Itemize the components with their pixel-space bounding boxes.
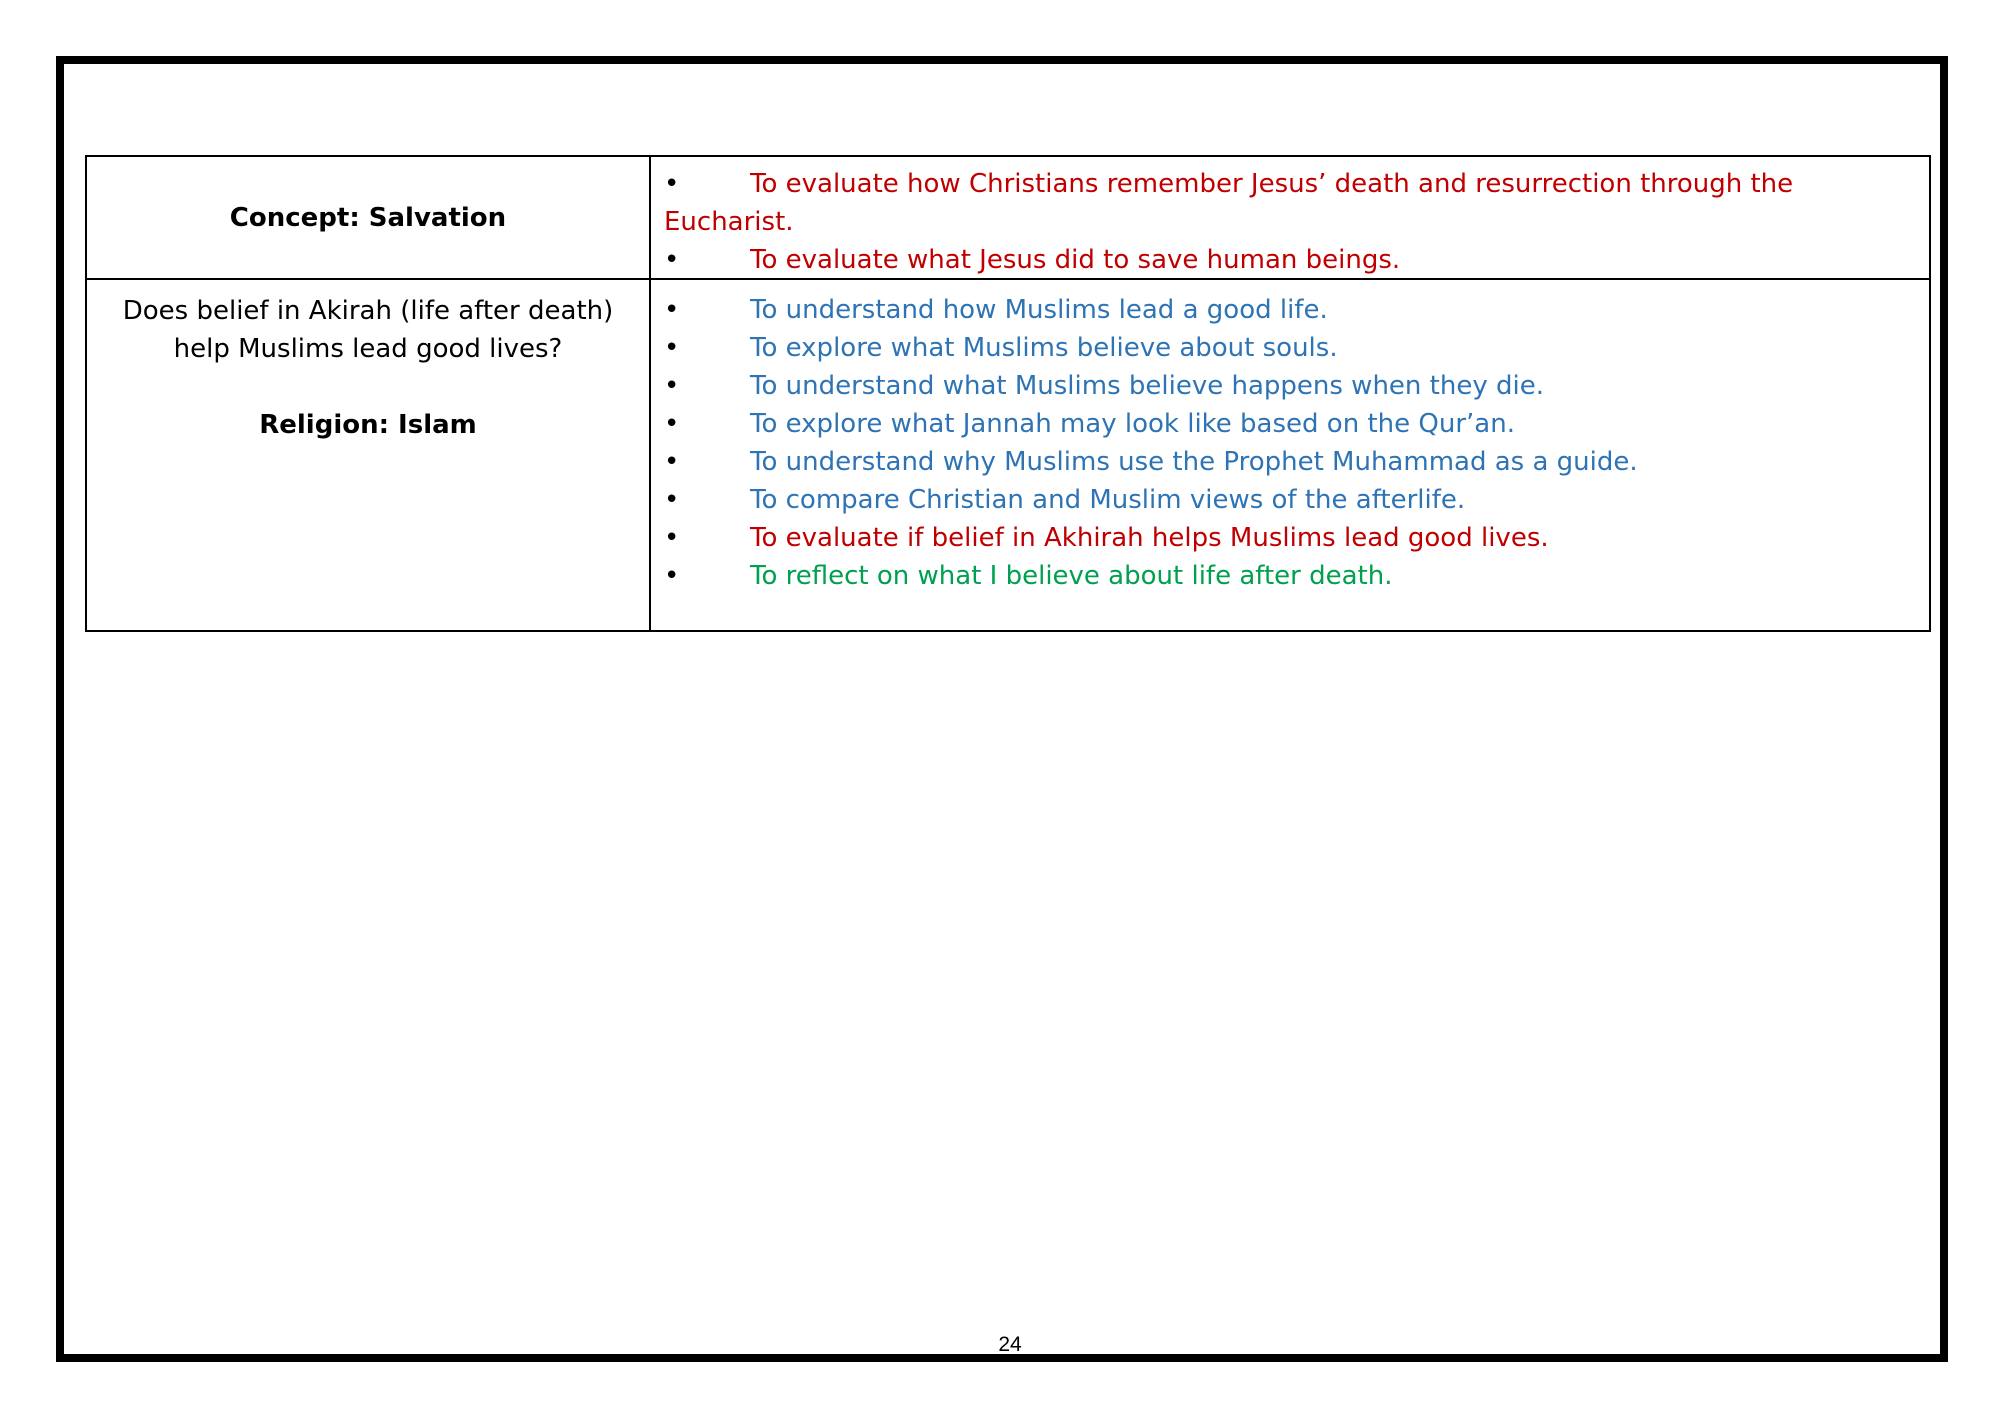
bullet-icon: •	[664, 333, 680, 363]
list-item	[664, 557, 1914, 595]
list-item	[664, 291, 1914, 329]
page-number: 24	[998, 1333, 1022, 1356]
objective-text: To evaluate how Christians remember Jesus’ death and resurrection through the Eucharist.	[664, 169, 1794, 237]
objective-text: To explore what Jannah may look like based on the Qur’an.	[750, 409, 1515, 439]
list-item	[664, 443, 1914, 481]
islam-objectives-list	[664, 291, 1914, 595]
column-divider	[649, 155, 651, 632]
concept-cell	[87, 157, 649, 278]
concept-label: Concept: Salvation	[229, 202, 507, 233]
objective-text: To understand why Muslims use the Prophet Muhammad as a guide.	[750, 447, 1638, 477]
religion-label: Religion: Islam	[259, 410, 477, 440]
bullet-icon: •	[664, 169, 680, 199]
objective-text: To understand what Muslims believe happens when they die.	[750, 371, 1544, 401]
objective-text: To evaluate if belief in Akhirah helps Muslims lead good lives.	[750, 523, 1549, 553]
bullet-icon: •	[664, 447, 680, 477]
bullet-icon: •	[664, 371, 680, 401]
list-item	[664, 165, 1914, 241]
objective-text: To reflect on what I believe about life after death.	[750, 561, 1393, 591]
objective-text: To understand how Muslims lead a good life.	[750, 295, 1328, 325]
list-item	[664, 367, 1914, 405]
bullet-icon: •	[664, 485, 680, 515]
bullet-icon: •	[664, 409, 680, 439]
list-item	[664, 519, 1914, 557]
question-cell	[87, 292, 649, 444]
list-item	[664, 481, 1914, 519]
bullet-icon: •	[664, 523, 680, 553]
objective-text: To compare Christian and Muslim views of the afterlife.	[750, 485, 1466, 515]
bullet-icon: •	[664, 245, 680, 275]
objective-text: To evaluate what Jesus did to save human beings.	[750, 245, 1401, 275]
objective-text: To explore what Muslims believe about souls.	[750, 333, 1338, 363]
list-item	[664, 329, 1914, 367]
salvation-objectives-list	[664, 165, 1914, 279]
key-question: Does belief in Akirah (life after death) help Muslims lead good lives?	[122, 296, 614, 364]
list-item	[664, 241, 1914, 279]
bullet-icon: •	[664, 295, 680, 325]
bullet-icon: •	[664, 561, 680, 591]
list-item	[664, 405, 1914, 443]
